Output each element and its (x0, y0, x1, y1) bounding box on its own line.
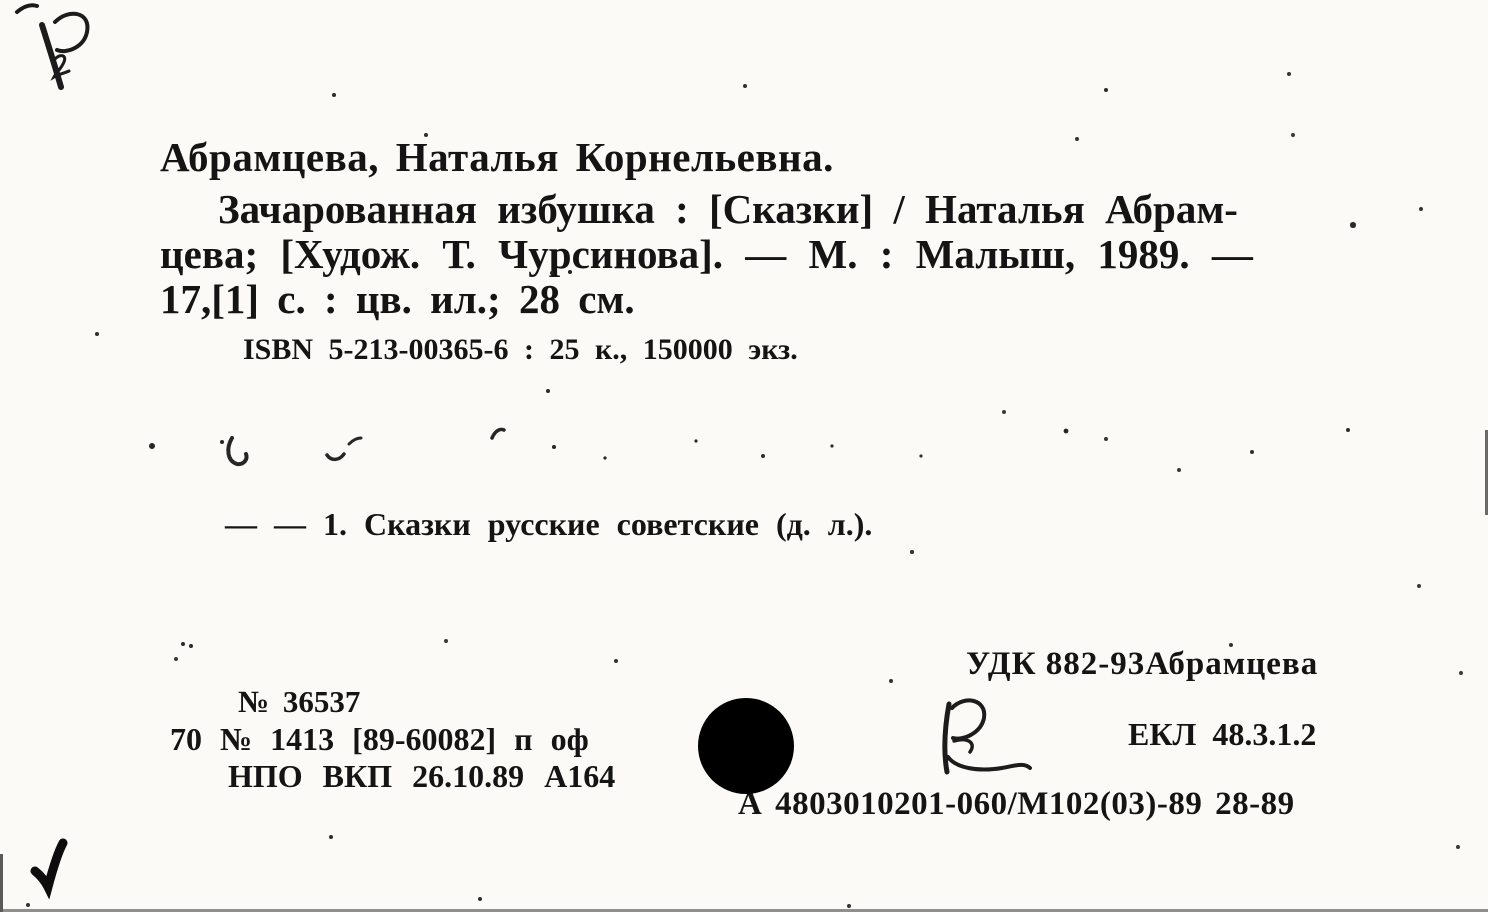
processing-stamp-line: НПО ВКП 26.10.89 А164 (228, 758, 616, 794)
catalog-code-line: А 4803010201-060/М102(03)-89 28-89 (738, 786, 1295, 822)
handwritten-p2-middle-icon (945, 700, 1030, 772)
checkmark-icon (35, 843, 63, 887)
description-line: Зачарованная избушка : [Сказки] / Наталья Абрам- (218, 186, 1238, 232)
erased-line-smudge (149, 429, 1068, 465)
author-heading: Абрамцева, Наталья Корнельевна. (160, 134, 834, 180)
subject-heading: — — 1. Сказки русские советские (д. л.). (225, 506, 873, 542)
classification-number: ЕКЛ 48.3.1.2 (1128, 716, 1317, 752)
handwritten-p2-top-left-icon (42, 14, 87, 87)
corner-pen-stroke-icon (17, 5, 37, 12)
hole-punch-icon (698, 698, 794, 794)
udc-number: УДК 882-93Абрамцева (966, 646, 1319, 682)
scan-noise (0, 0, 2, 2)
print-order-line: 70 № 1413 [89-60082] п оф (170, 721, 589, 757)
scan-edge-left (0, 854, 3, 912)
description-line: цева; [Худож. Т. Чурсинова]. — М. : Малыш, 1989. — (160, 231, 1253, 277)
card-number: № 36537 (238, 684, 361, 719)
description-line: 17,[1] с. : цв. ил.; 28 см. (160, 276, 635, 322)
isbn-line: ISBN 5-213-00365-6 : 25 к., 150000 экз. (243, 333, 798, 366)
